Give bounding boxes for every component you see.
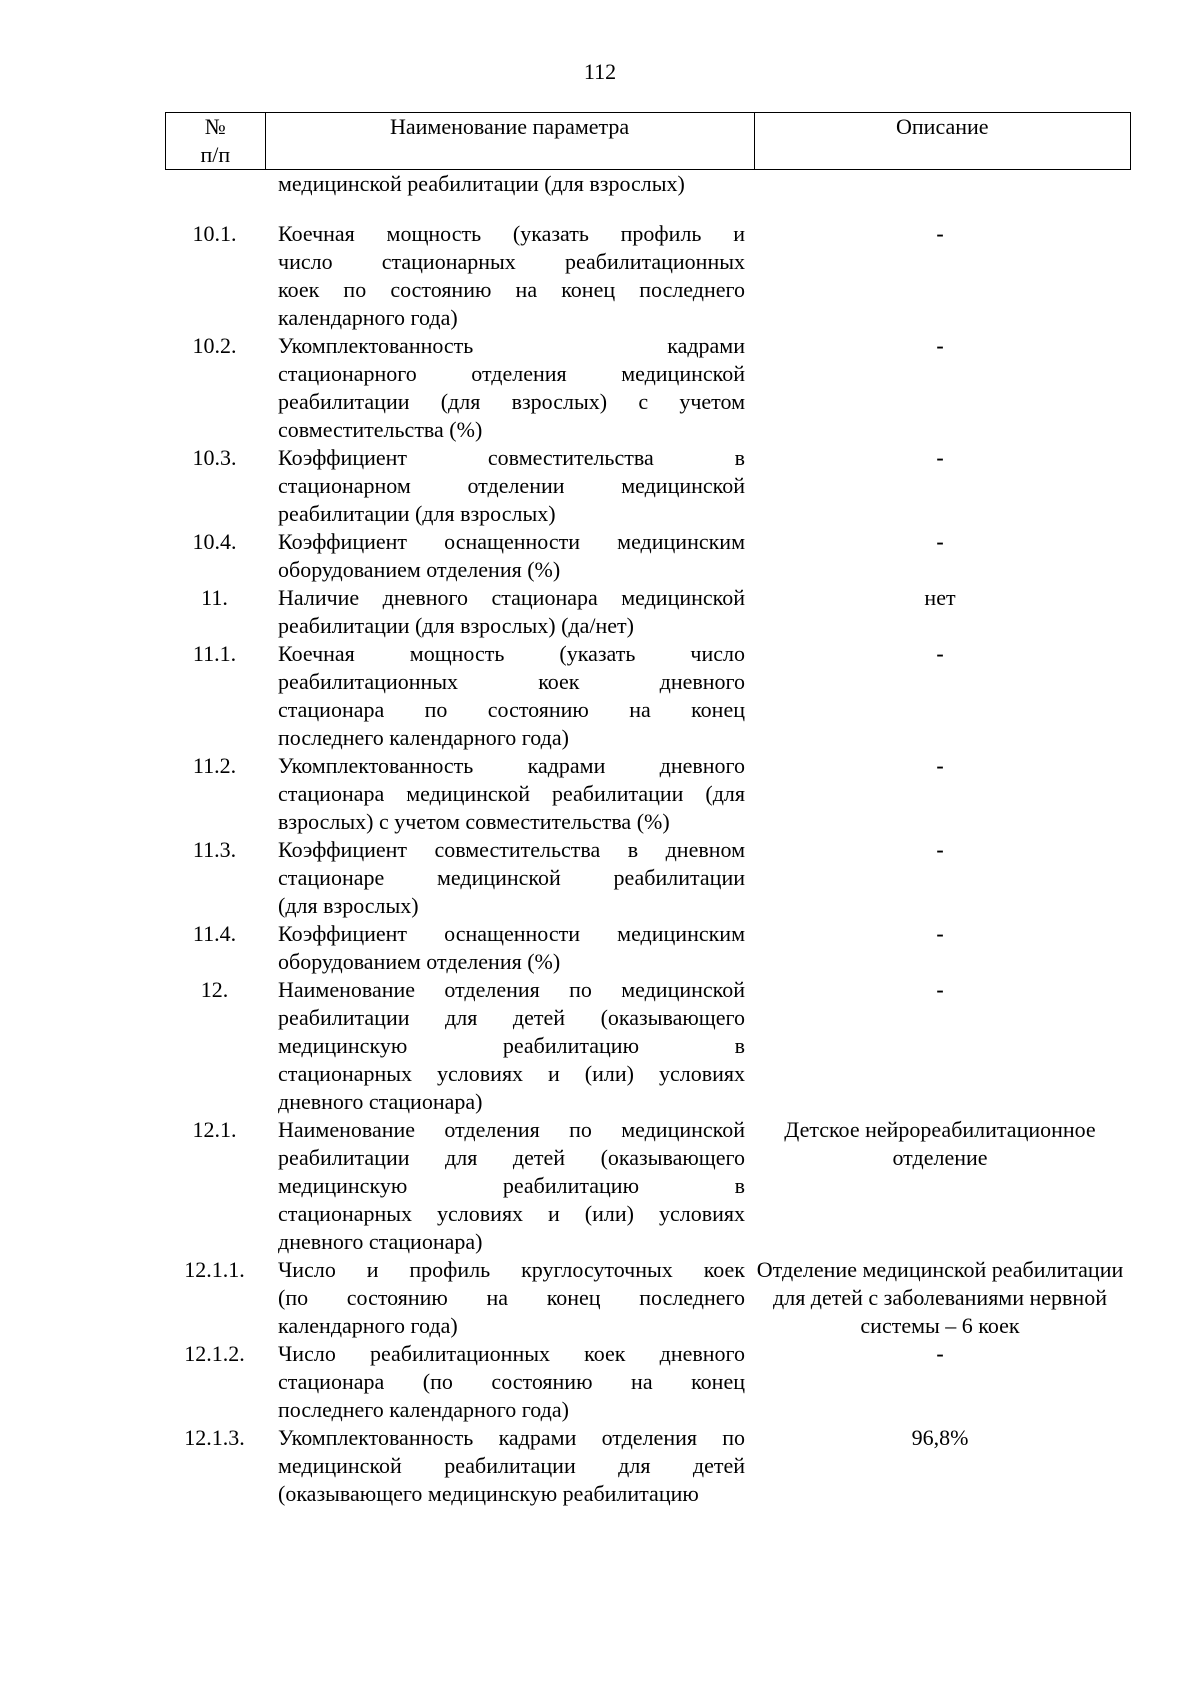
table-row: [0, 1340, 1200, 1424]
table-row: [0, 1256, 1200, 1340]
parameter-line: реабилитации для детей (оказывающего: [278, 1005, 745, 1030]
row-number: 10.1.: [192, 221, 237, 246]
row-number: 12.1.1.: [184, 1257, 245, 1282]
row-number: 12.1.2.: [184, 1341, 245, 1366]
row-parameter: [278, 220, 745, 332]
parameter-line: Коэффициент совместительства в дневном: [278, 837, 745, 862]
parameter-line: оборудованием отделения (%): [278, 949, 561, 974]
parameter-line: стационара (по состоянию на конец: [278, 1369, 745, 1394]
parameter-line: стационарных условиях и (или) условиях: [278, 1201, 745, 1226]
row-number: 11.4.: [192, 921, 237, 946]
table-row: [0, 444, 1200, 528]
parameter-line: календарного года): [278, 305, 458, 330]
parameter-line: Укомплектованность кадрами дневного: [278, 753, 745, 778]
row-description: -: [936, 333, 944, 358]
row-parameter: [278, 528, 745, 584]
parameter-line: последнего календарного года): [278, 1397, 569, 1422]
row-description: Детское нейрореабилитационное отделение: [784, 1117, 1096, 1170]
parameter-line: Наименование отделения по медицинской: [278, 1117, 745, 1142]
header-col-description: Описание: [754, 113, 1130, 170]
row-parameter: [278, 836, 745, 920]
parameter-line: реабилитации (для взрослых): [278, 501, 556, 526]
row-description: -: [936, 221, 944, 246]
parameter-line: совместительства (%): [278, 417, 483, 442]
header-col-number: [166, 113, 266, 170]
row-number: 11.2.: [192, 753, 237, 778]
parameter-line: реабилитации для детей (оказывающего: [278, 1145, 745, 1170]
parameter-line: календарного года): [278, 1313, 458, 1338]
parameter-line: реабилитационных коек дневного: [278, 669, 745, 694]
row-description: нет: [924, 585, 956, 610]
row-number: 10.4.: [192, 529, 237, 554]
page-number: 112: [583, 59, 617, 84]
row-parameter: [278, 332, 745, 444]
row-parameter: [278, 1340, 745, 1424]
row-description: -: [936, 753, 944, 778]
row-description: -: [936, 445, 944, 470]
continuation-text: медицинской реабилитации (для взрослых): [278, 171, 685, 196]
parameter-line: (оказывающего медицинскую реабилитацию: [278, 1481, 699, 1506]
table-row: [0, 920, 1200, 976]
row-number: 10.3.: [192, 445, 237, 470]
parameter-line: медицинскую реабилитацию в: [278, 1173, 745, 1198]
parameter-line: стационарном отделении медицинской: [278, 473, 745, 498]
table-row: [0, 640, 1200, 752]
row-description: -: [936, 921, 944, 946]
row-number: 11.1.: [192, 641, 237, 666]
row-number: 12.1.: [192, 1117, 237, 1142]
row-description: -: [936, 529, 944, 554]
parameter-line: стационарных условиях и (или) условиях: [278, 1061, 745, 1086]
parameter-line: стационара по состоянию на конец: [278, 697, 745, 722]
row-parameter: [278, 444, 745, 528]
row-description: -: [936, 641, 944, 666]
parameter-line: коек по состоянию на конец последнего: [278, 277, 745, 302]
parameter-line: Наличие дневного стационара медицинской: [278, 585, 745, 610]
parameter-line: Коечная мощность (указать профиль и: [278, 221, 745, 246]
parameter-line: Коэффициент оснащенности медицинским: [278, 529, 745, 554]
table-row: [0, 220, 1200, 332]
parameter-line: реабилитации (для взрослых) (да/нет): [278, 613, 634, 638]
row-description: 96,8%: [911, 1425, 969, 1450]
parameter-line: оборудованием отделения (%): [278, 557, 561, 582]
parameter-line: взрослых) с учетом совместительства (%): [278, 809, 670, 834]
parameter-line: реабилитации (для взрослых) с учетом: [278, 389, 745, 414]
parameter-line: последнего календарного года): [278, 725, 569, 750]
row-description: -: [936, 1341, 944, 1366]
table-row: [0, 976, 1200, 1116]
table-row: [0, 332, 1200, 444]
header-col-number-line: п/п: [200, 142, 231, 167]
row-number: 11.3.: [192, 837, 237, 862]
parameter-line: медицинской реабилитации для детей: [278, 1453, 745, 1478]
table-row: [0, 584, 1200, 640]
row-description: -: [936, 837, 944, 862]
parameter-line: Коэффициент совместительства в: [278, 445, 745, 470]
parameter-line: стационара медицинской реабилитации (для: [278, 781, 745, 806]
parameter-line: Укомплектованность кадрами отделения по: [278, 1425, 745, 1450]
row-parameter: [278, 584, 745, 640]
row-parameter: [278, 920, 745, 976]
parameter-line: число стационарных реабилитационных: [278, 249, 745, 274]
table-row: [0, 528, 1200, 584]
row-parameter: [278, 1256, 745, 1340]
row-description: Отделение медицинской реабилитации для детей с заболеваниями нервной системы – 6 коек: [756, 1257, 1124, 1338]
parameter-line: дневного стационара): [278, 1229, 483, 1254]
row-parameter: [278, 1116, 745, 1256]
table-body: [0, 220, 1200, 1508]
row-number: 12.: [200, 977, 229, 1002]
parameter-line: Укомплектованность кадрами: [278, 333, 745, 358]
table-row: [0, 1424, 1200, 1508]
parameter-line: стационарного отделения медицинской: [278, 361, 745, 386]
table-row: [0, 1116, 1200, 1256]
row-description: -: [936, 977, 944, 1002]
parameter-line: Число и профиль круглосуточных коек: [278, 1257, 745, 1282]
row-number: 10.2.: [192, 333, 237, 358]
row-parameter: [278, 976, 745, 1116]
row-parameter: [278, 640, 745, 752]
table-row: [0, 752, 1200, 836]
table-header: [165, 112, 1131, 170]
parameter-line: Наименование отделения по медицинской: [278, 977, 745, 1002]
parameter-line: Число реабилитационных коек дневного: [278, 1341, 745, 1366]
parameter-line: стационаре медицинской реабилитации: [278, 865, 745, 890]
parameter-line: Коечная мощность (указать число: [278, 641, 745, 666]
parameter-line: (для взрослых): [278, 893, 419, 918]
row-parameter: [278, 752, 745, 836]
parameter-line: (по состоянию на конец последнего: [278, 1285, 745, 1310]
header-col-parameter: Наименование параметра: [265, 113, 754, 170]
parameter-line: Коэффициент оснащенности медицинским: [278, 921, 745, 946]
row-number: 11.: [201, 585, 228, 610]
parameter-line: медицинскую реабилитацию в: [278, 1033, 745, 1058]
row-parameter: [278, 1424, 745, 1508]
header-col-number-line: №: [204, 114, 226, 139]
parameter-line: дневного стационара): [278, 1089, 483, 1114]
table-row: [0, 836, 1200, 920]
row-number: 12.1.3.: [184, 1425, 245, 1450]
